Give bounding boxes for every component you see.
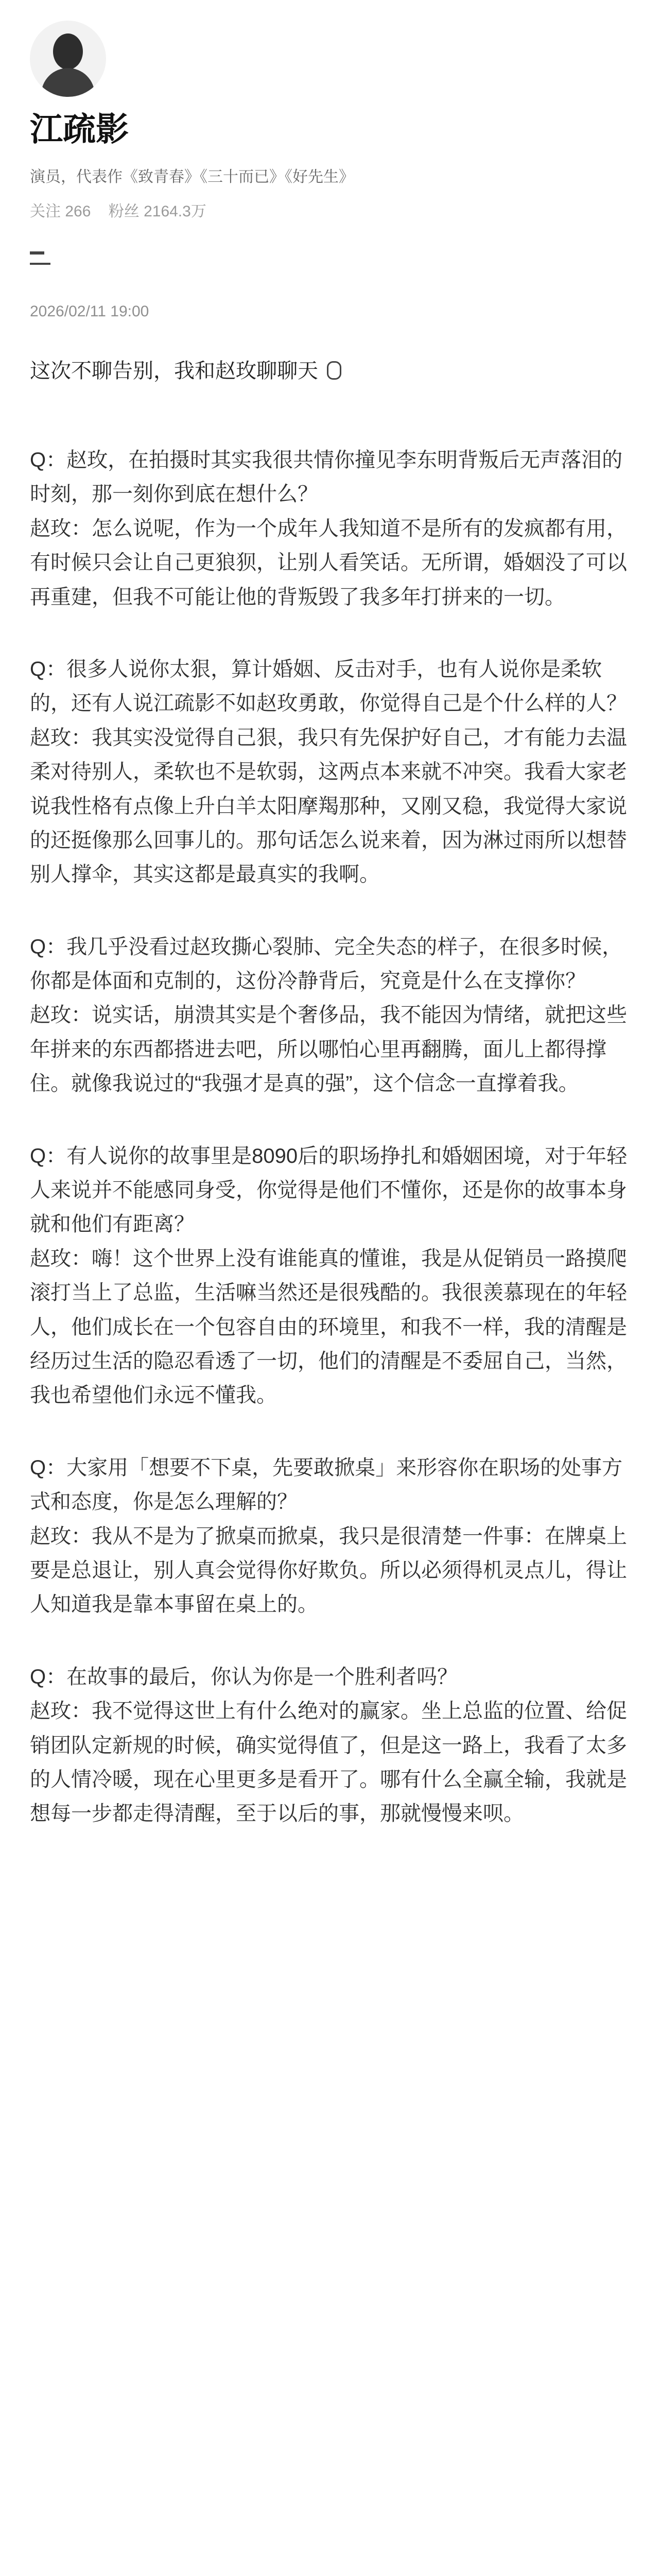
question: Q：在故事的最后，你认为你是一个胜利者吗？ bbox=[30, 1665, 458, 1688]
stats-followers[interactable]: 粉丝 2164.3万 bbox=[108, 203, 206, 220]
profile-header bbox=[30, 21, 630, 220]
qa-item bbox=[30, 1451, 630, 1622]
answer: 赵玫：怎么说呢，作为一个成年人我知道不是所有的发疯都有用，有时候只会让自己更狼狈，让别人看笑话。无所谓，婚姻没了可以再重建，但我不可能让他的背叛毁了我多年打拼来的一切。 bbox=[30, 517, 627, 608]
stats-following[interactable]: 关注 266 bbox=[30, 203, 91, 220]
post-date: 2026/02/11 19:00 bbox=[30, 303, 149, 320]
question: Q：有人说你的故事里是8090后的职场挣扎和婚姻困境，对于年轻人来说并不能感同身受，你觉得是他们不懂你，还是你的故事本身就和他们有距离？ bbox=[30, 1144, 628, 1236]
profile-bio: 演员，代表作《致青春》《三十而已》《好先生》 bbox=[30, 168, 354, 185]
avatar[interactable] bbox=[30, 21, 106, 97]
qa-item bbox=[30, 443, 630, 614]
answer: 赵玫：我不觉得这世上有什么绝对的赢家。坐上总监的位置、给促销团队定新规的时候，确实觉得值了，但是这一路上，我看了太多的人情冷暖，现在心里更多是看开了。哪有什么全赢全输，我就是想每一步都走得清醒，至于以后的事，那就慢慢来呗。 bbox=[30, 1700, 627, 1825]
answer: 赵玫：说实话，崩溃其实是个奢侈品，我不能因为情绪，就把这些年拼来的东西都搭进去吧，所以哪怕心里再翻腾，面儿上都得撑住。就像我说过的“我强才是真的强”，这个信念一直撑着我。 bbox=[30, 1004, 627, 1095]
divider-mark bbox=[30, 251, 44, 255]
qa-item bbox=[30, 1660, 630, 1831]
qa-item bbox=[30, 930, 630, 1101]
divider-mark-secondary bbox=[30, 263, 50, 265]
post-intro bbox=[30, 354, 341, 384]
question: Q：很多人说你太狠，算计婚姻、反击对手，也有人说你是柔软的，还有人说江疏影不如赵玫勇敢，你觉得自己是个什么样的人？ bbox=[30, 657, 627, 715]
post-article bbox=[30, 443, 630, 1869]
microphone-icon bbox=[327, 361, 341, 380]
profile-stats bbox=[30, 198, 220, 221]
qa-item bbox=[30, 652, 630, 892]
post-intro-text: 这次不聊告别，我和赵玫聊聊天 bbox=[30, 360, 318, 382]
profile-name[interactable]: 江疏影 bbox=[30, 111, 129, 148]
answer: 赵玫：我其实没觉得自己狠，我只有先保护好自己，才有能力去温柔对待别人，柔软也不是软弱，这两点本来就不冲突。我看大家老说我性格有点像上升白羊太阳摩羯那种，又刚又稳，我觉得大家说的还挺像那么回事儿的。那句话怎么说来着，因为淋过雨所以想替别人撑伞，其实这都是最真实的我啊。 bbox=[30, 726, 627, 886]
qa-item bbox=[30, 1139, 630, 1413]
question: Q：大家用「想要不下桌，先要敢掀桌」来形容你在职场的处事方式和态度，你是怎么理解的？ bbox=[30, 1456, 623, 1514]
question: Q：我几乎没看过赵玫撕心裂肺、完全失态的样子，在很多时候，你都是体面和克制的，这份冷静背后，究竟是什么在支撑你？ bbox=[30, 935, 623, 993]
question: Q：赵玫，在拍摄时其实我很共情你撞见李东明背叛后无声落泪的时刻，那一刻你到底在想什么？ bbox=[30, 449, 623, 506]
answer: 赵玫：我从不是为了掀桌而掀桌，我只是很清楚一件事：在牌桌上要是总退让，别人真会觉得你好欺负。所以必须得机灵点儿，得让人知道我是靠本事留在桌上的。 bbox=[30, 1524, 627, 1616]
answer: 赵玫：嗨！这个世界上没有谁能真的懂谁，我是从促销员一路摸爬滚打当上了总监，生活嘛当然还是很残酷的。我很羡慕现在的年轻人，他们成长在一个包容自由的环境里，和我不一样，我的清醒是经历过生活的隐忍看透了一切，他们的清醒是不委屈自己，当然，我也希望他们永远不懂我。 bbox=[30, 1247, 627, 1407]
